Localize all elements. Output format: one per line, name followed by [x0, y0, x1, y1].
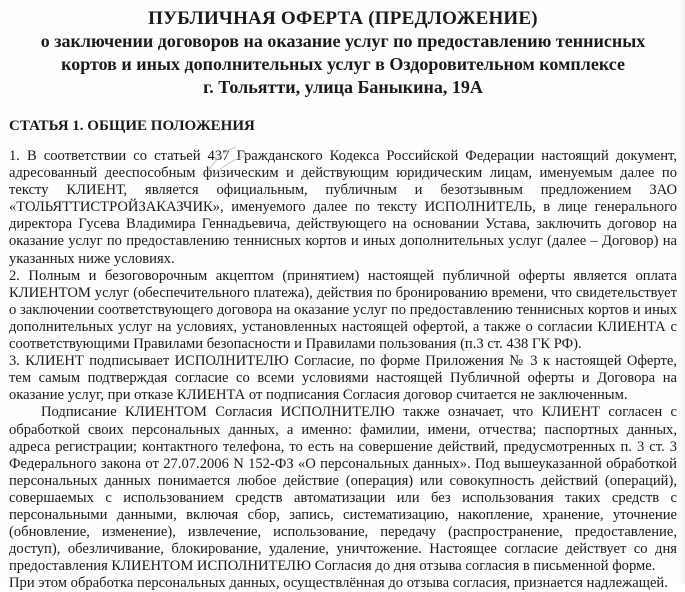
document-title	[9, 8, 677, 99]
title-line-4: г. Тольятти, улица Баныкина, 19А	[203, 77, 483, 97]
title-line-2: о заключении договоров на оказание услуг по предоставлению теннисных	[40, 31, 646, 51]
paragraph-processing: При этом обработка персональных данных, осуществлённая до отзыва согласия, признается надлежащей.	[9, 575, 668, 592]
paragraph-3: 3. КЛИЕНТ подписывает ИСПОЛНИТЕЛЮ Согласие, по форме Приложения № 3 к настоящей Оферте, тем самым подтверждая согласие со всеми условиями настоящей Публичной оферты и Договора на оказание услуг, при отказе КЛИЕНТА от подписания Согласия договор считается не заключенным.	[9, 353, 677, 404]
article-1-heading: СТАТЬЯ 1. ОБЩИЕ ПОЛОЖЕНИЯ	[9, 118, 255, 134]
paragraph-2: 2. Полным и безоговорочным акцептом (принятием) настоящей публичной оферты является оплата КЛИЕНТОМ услуг (обеспечительного платежа), действия по бронированию времени, что свидетельствует о заключении соответствующего договора на оказание услуг по предоставлению теннисных кортов и иных дополнительных услуг на условиях, установленных настоящей офертой, а также о согласии КЛИЕНТА с соответствующими Правилами безопасности и Правилами пользования (п.3 ст. 438 ГК РФ).	[9, 267, 677, 353]
paragraph-1: 1. В соответствии со статьей 437 Гражданского Кодекса Российской Федерации настоящий документ, адресованный дееспособным физическим и действующим юридическим лицам, именуемым далее по тексту КЛИЕНТ, является официальным, публичным и безотзывным предложением ЗАО «ТОЛЬЯТТИСТРОЙЗАКАЗЧИК», именуемого далее по тексту ИСПОЛНИТЕЛЬ, в лице генерального директора Гусева Владимира Геннадьевича, действующего на основании Устава, заключить договор на оказание услуг по предоставлению теннисных кортов и иных дополнительных услуг (далее – Договор) на указанных ниже условиях.	[9, 148, 677, 267]
title-line-3: кортов и иных дополнительных услуг в Оздоровительном комплексе	[61, 54, 625, 74]
paragraph-consent: Подписание КЛИЕНТОМ Согласия ИСПОЛНИТЕЛЮ также означает, что КЛИЕНТ согласен с обработкой своих персональных данных, а именно: фамилии, имени, отчества; паспортных данных, адреса регистрации; контактного телефона, то есть на совершение действий, предусмотренных п. 3 ст. 3 Федерального закона от 27.07.2006 N 152-ФЗ «О персональных данных». Под вышеуказанной обработкой персональных данных понимается любое действие (операция) или совокупность действий (операций), совершаемых с использованием средств автоматизации или без использования таких средств с персональными данными, включая сбор, запись, систематизацию, накопление, хранение, уточнение (обновление, изменение), извлечение, использование, передачу (распространение, предоставление, доступ), обезличивание, блокирование, удаление, уничтожение. Настоящее согласие действует со дня предоставления КЛИЕНТОМ ИСПОЛНИТЕЛЮ Согласия до дня отзыва согласия в письменной форме.	[9, 404, 677, 575]
title-line-1: ПУБЛИЧНАЯ ОФЕРТА (ПРЕДЛОЖЕНИЕ)	[148, 8, 538, 29]
